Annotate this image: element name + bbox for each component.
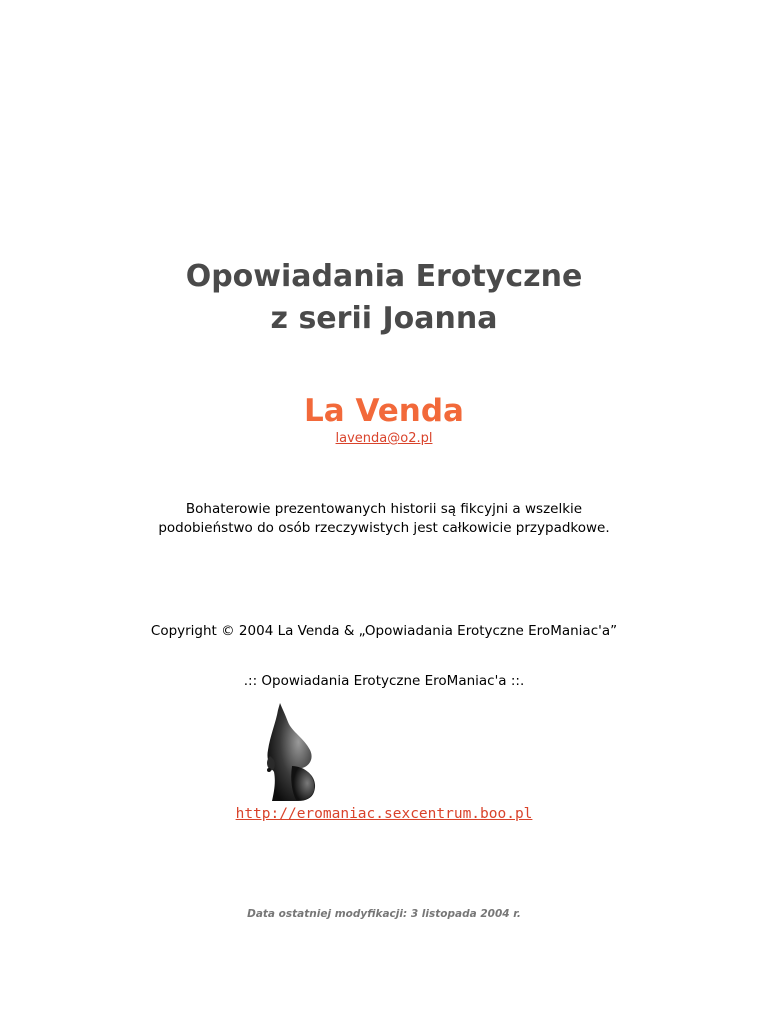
disclaimer-line-2: podobieństwo do osób rzeczywistych jest całkowicie przypadkowe.: [158, 520, 610, 536]
disclaimer-line-1: Bohaterowie prezentowanych historii są fikcyjni a wszelkie: [185, 501, 583, 517]
author-email-link[interactable]: lavenda@o2.pl: [335, 431, 433, 446]
copyright-notice: Copyright © 2004 La Venda & „Opowiadania Erotyczne EroManiac'a”: [150, 623, 618, 639]
title-line-1: Opowiadania Erotyczne: [185, 259, 583, 294]
site-url-container: [0, 804, 768, 824]
last-modified-date: Data ostatniej modyfikacji: 3 listopada 2004 r.: [247, 908, 521, 920]
title-line-2: z serii Joanna: [270, 301, 498, 336]
author-email-container: [0, 430, 768, 448]
site-name: .:: Opowiadania Erotyczne EroManiac'a ::.: [243, 673, 525, 689]
disclaimer: [0, 500, 768, 538]
document-title: [0, 256, 768, 340]
site-url-link[interactable]: http://eromaniac.sexcentrum.boo.pl: [235, 806, 533, 822]
silhouette-logo-icon: [252, 700, 330, 802]
author-name: La Venda: [304, 393, 464, 429]
